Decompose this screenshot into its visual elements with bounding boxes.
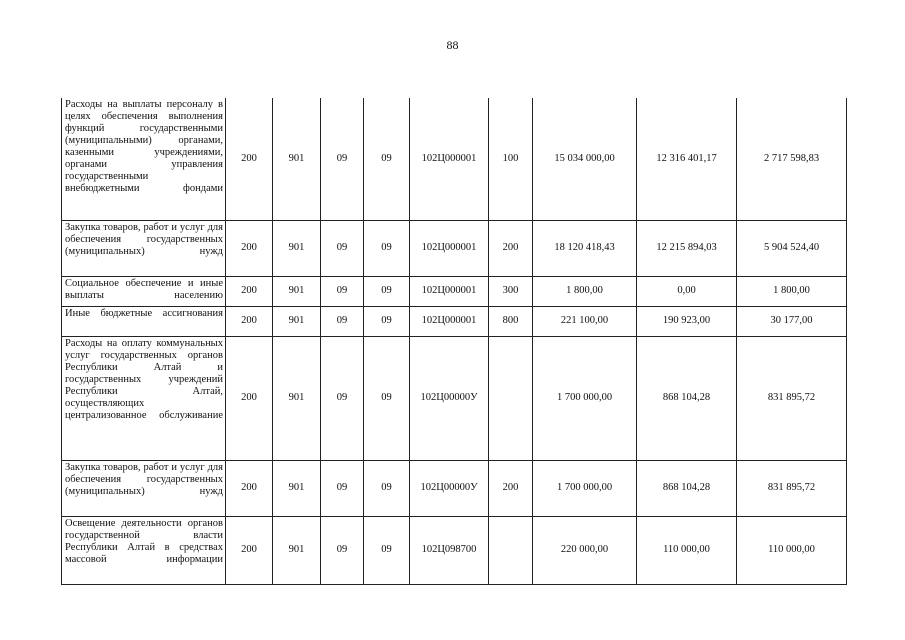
target-code: 102Ц000001 bbox=[410, 98, 489, 220]
expense-type-code: 200 bbox=[489, 220, 533, 276]
amount-plan: 1 800,00 bbox=[533, 276, 637, 306]
section-code: 09 bbox=[321, 306, 364, 336]
subsection-code: 09 bbox=[364, 336, 410, 460]
subsection-code: 09 bbox=[364, 516, 410, 584]
subsection-code: 09 bbox=[364, 460, 410, 516]
target-code: 102Ц000001 bbox=[410, 306, 489, 336]
expense-type-code: 100 bbox=[489, 98, 533, 220]
amount-actual: 12 215 894,03 bbox=[637, 220, 737, 276]
table-row bbox=[62, 98, 847, 220]
amount-plan: 1 700 000,00 bbox=[533, 460, 637, 516]
admin-code: 200 bbox=[226, 336, 273, 460]
ministry-code: 901 bbox=[273, 460, 321, 516]
amount-remainder: 110 000,00 bbox=[737, 516, 847, 584]
section-code: 09 bbox=[321, 336, 364, 460]
section-code: 09 bbox=[321, 276, 364, 306]
amount-remainder: 2 717 598,83 bbox=[737, 98, 847, 220]
section-code: 09 bbox=[321, 220, 364, 276]
ministry-code: 901 bbox=[273, 98, 321, 220]
amount-actual: 868 104,28 bbox=[637, 336, 737, 460]
ministry-code: 901 bbox=[273, 306, 321, 336]
ministry-code: 901 bbox=[273, 220, 321, 276]
amount-actual: 0,00 bbox=[637, 276, 737, 306]
amount-plan: 15 034 000,00 bbox=[533, 98, 637, 220]
row-description: Расходы на оплату коммунальных услуг государственных органов Республики Алтай и государственных учреждений Республики Алтай, осуществляющих централизованное обслуживание bbox=[62, 336, 226, 460]
table-row bbox=[62, 306, 847, 336]
amount-plan: 220 000,00 bbox=[533, 516, 637, 584]
target-code: 102Ц00000У bbox=[410, 460, 489, 516]
table-row bbox=[62, 276, 847, 306]
expense-type-code bbox=[489, 516, 533, 584]
ministry-code: 901 bbox=[273, 276, 321, 306]
amount-plan: 18 120 418,43 bbox=[533, 220, 637, 276]
admin-code: 200 bbox=[226, 306, 273, 336]
admin-code: 200 bbox=[226, 276, 273, 306]
section-code: 09 bbox=[321, 98, 364, 220]
budget-table bbox=[61, 98, 847, 585]
amount-actual: 12 316 401,17 bbox=[637, 98, 737, 220]
subsection-code: 09 bbox=[364, 306, 410, 336]
row-description: Расходы на выплаты персоналу в целях обеспечения выполнения функций государственными (муниципальными) органами, казенными учреждениями, органами управления государственными внебюджетными фондами bbox=[62, 98, 226, 220]
target-code: 102Ц00000У bbox=[410, 336, 489, 460]
expense-type-code bbox=[489, 336, 533, 460]
subsection-code: 09 bbox=[364, 98, 410, 220]
admin-code: 200 bbox=[226, 516, 273, 584]
ministry-code: 901 bbox=[273, 516, 321, 584]
admin-code: 200 bbox=[226, 98, 273, 220]
table-row bbox=[62, 460, 847, 516]
amount-remainder: 831 895,72 bbox=[737, 460, 847, 516]
page-number: 88 bbox=[446, 38, 459, 52]
subsection-code: 09 bbox=[364, 220, 410, 276]
amount-remainder: 831 895,72 bbox=[737, 336, 847, 460]
table-row bbox=[62, 336, 847, 460]
admin-code: 200 bbox=[226, 220, 273, 276]
row-description: Освещение деятельности органов государственной власти Республики Алтай в средствах массовой информации bbox=[62, 516, 226, 584]
amount-remainder: 5 904 524,40 bbox=[737, 220, 847, 276]
subsection-code: 09 bbox=[364, 276, 410, 306]
ministry-code: 901 bbox=[273, 336, 321, 460]
amount-plan: 221 100,00 bbox=[533, 306, 637, 336]
row-description: Иные бюджетные ассигнования bbox=[62, 306, 226, 336]
expense-type-code: 800 bbox=[489, 306, 533, 336]
amount-plan: 1 700 000,00 bbox=[533, 336, 637, 460]
admin-code: 200 bbox=[226, 460, 273, 516]
target-code: 102Ц000001 bbox=[410, 276, 489, 306]
amount-actual: 110 000,00 bbox=[637, 516, 737, 584]
target-code: 102Ц098700 bbox=[410, 516, 489, 584]
table-row bbox=[62, 516, 847, 584]
target-code: 102Ц000001 bbox=[410, 220, 489, 276]
amount-remainder: 30 177,00 bbox=[737, 306, 847, 336]
row-description: Закупка товаров, работ и услуг для обеспечения государственных (муниципальных) нужд bbox=[62, 460, 226, 516]
table-row bbox=[62, 220, 847, 276]
row-description: Социальное обеспечение и иные выплаты населению bbox=[62, 276, 226, 306]
amount-remainder: 1 800,00 bbox=[737, 276, 847, 306]
expense-type-code: 200 bbox=[489, 460, 533, 516]
amount-actual: 868 104,28 bbox=[637, 460, 737, 516]
row-description: Закупка товаров, работ и услуг для обеспечения государственных (муниципальных) нужд bbox=[62, 220, 226, 276]
amount-actual: 190 923,00 bbox=[637, 306, 737, 336]
section-code: 09 bbox=[321, 460, 364, 516]
expense-type-code: 300 bbox=[489, 276, 533, 306]
section-code: 09 bbox=[321, 516, 364, 584]
